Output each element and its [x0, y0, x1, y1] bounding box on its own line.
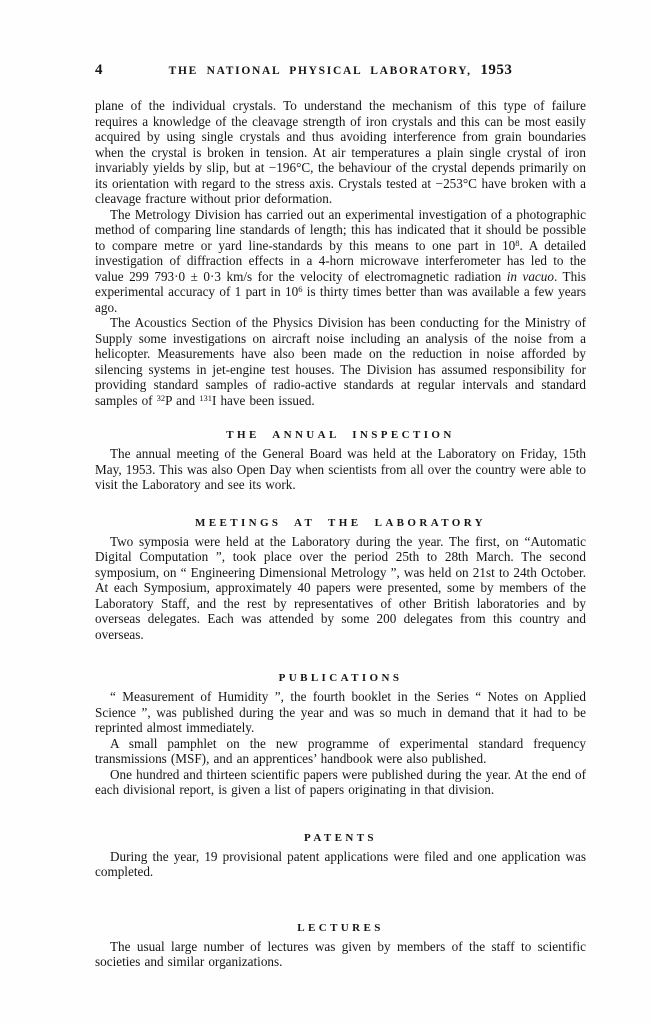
paragraph-publications-papers: One hundred and thirteen scientific papers were published during the year. At the end of each divisional report, is given a list of papers originating in that division. — [95, 766, 586, 797]
paragraph-patents: During the year, 19 provisional patent applications were filed and one application was completed. — [95, 848, 586, 879]
metrology-run-3: . This experimental accuracy of 1 part in 10 — [95, 268, 586, 299]
paragraph-publications-humidity: “ Measurement of Humidity ”, the fourth booklet in the Series “ Notes on Applied Science ”, was published during the year and was so much in demand that it had to be reprinted almost immediately. — [95, 689, 586, 735]
running-title — [155, 62, 526, 79]
paragraph-meetings: Two symposia were held at the Laboratory during the year. The first, on “Automatic Digital Computation ”, took place over the period 25th to 28th March. The second symposium, on “ Engineering Dimensional Metrology ”, was held on 21st to 24th October. At each Symposium, approximately 40 papers were presented, some by members of the Laboratory Staff, and the rest by representatives of other British laboratories and by overseas delegates. Each was attended by some 200 delegates from this country and overseas. — [95, 533, 586, 642]
heading-patents: PATENTS — [304, 831, 377, 844]
running-title-year: 1953 — [480, 62, 513, 78]
metrology-run-1: The Metrology Division has carried out an experimental investigation of a photographic method of comparing line standards of length; this has indicated that it should be possible to compare metre or yard line-standards by this means to one part in 10 — [95, 206, 586, 253]
acoustics-run-1: The Acoustics Section of the Physics Division has been conducting for the Ministry of Supply some investigations on aircraft noise including an analysis of the noise from a helicopter. Measurements have also been made on the reduction in noise afforded by silencing systems in jet-engine test houses. The Division has assumed responsibility for providing standard samples of radio-active standards at regular intervals and standard samples of — [95, 315, 586, 408]
heading-meetings: MEETINGS AT THE LABORATORY — [194, 516, 487, 529]
metrology-run-4: is thirty times better than was available a few years ago. — [95, 284, 586, 315]
paragraph-lectures: The usual large number of lectures was given by members of the staff to scientific societies and similar organizations. — [95, 938, 586, 969]
running-header — [95, 62, 586, 79]
heading-annual-inspection: THE ANNUAL INSPECTION — [226, 429, 455, 441]
exponent-6: 6 — [298, 284, 303, 294]
heading-publications: PUBLICATIONS — [278, 672, 403, 684]
paragraph-acoustics — [95, 315, 586, 408]
paragraph-publications-pamphlet: A small pamphlet on the new programme of experimental standard frequency transmissions (MSF), and an apprentices’ handbook were also published. — [95, 735, 586, 766]
isotope-mass-131: 131 — [199, 392, 212, 403]
heading-lectures: LECTURES — [297, 921, 384, 934]
exponent-8: 8 — [515, 237, 520, 248]
paragraph-annual-inspection: The annual meeting of the General Board was held at the Laboratory on Friday, 15th May, 1953. This was also Open Day when scientists from all over the country were able to visit the Laboratory and see its work. — [95, 446, 586, 492]
latin-phrase-in-vacuo: in vacuo — [506, 268, 554, 284]
metrology-run-2: . A detailed investigation of diffraction effects in a 4-horn microwave interferometer has led to the value 299 793·0 ± 0·3 km/s for the velocity of electromagnetic radiation — [95, 237, 587, 284]
acoustics-run-3: I have been issued. — [211, 392, 315, 408]
page-number: 4 — [95, 62, 103, 78]
paragraph-metrology — [95, 207, 586, 316]
isotope-mass-32: 32 — [156, 392, 166, 403]
acoustics-run-2: P and — [165, 392, 200, 408]
text-block — [95, 62, 586, 970]
running-title-text: THE NATIONAL PHYSICAL LABORATORY, — [168, 65, 472, 77]
paragraph-crystals: plane of the individual crystals. To understand the mechanism of this type of failure requires a knowledge of the cleavage strength of iron crystals and this can be most easily acquired by using single crystals and thus avoiding interference from grain boundaries when the crystal is broken in tension. At air temperatures a plain single crystal of iron invariably yields by slip, but at −196°C, the behaviour of the crystal depends primarily on its orientation with regard to the stress axis. Crystals tested at −253°C have broken with a cleavage fracture without prior deformation. — [95, 98, 586, 206]
